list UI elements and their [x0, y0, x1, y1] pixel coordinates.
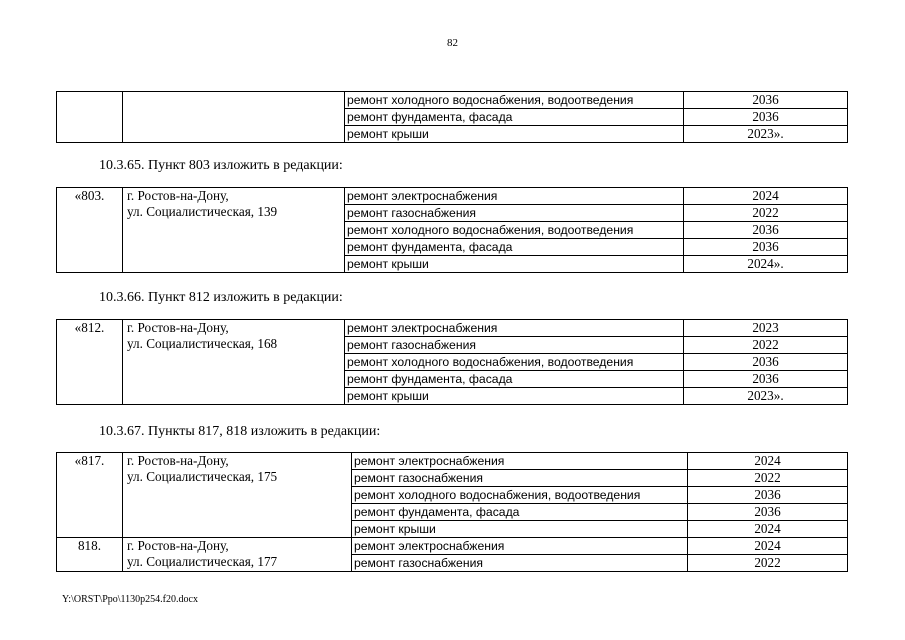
address-cell — [123, 92, 345, 143]
section-heading: 10.3.67. Пункты 817, 818 изложить в редакции: — [99, 424, 381, 439]
work-type-cell: ремонт газоснабжения — [352, 555, 688, 572]
item-number-cell: 818. — [57, 538, 123, 572]
work-type-cell: ремонт крыши — [345, 388, 684, 405]
year-cell: 2024». — [684, 256, 848, 273]
address-line: ул. Социалистическая, 177 — [127, 554, 278, 569]
work-type-cell: ремонт электроснабжения — [345, 188, 684, 205]
year-cell: 2036 — [684, 239, 848, 256]
work-type-cell: ремонт холодного водоснабжения, водоотведения — [345, 354, 684, 371]
table-row — [57, 188, 848, 205]
item-number-cell: «803. — [57, 188, 123, 273]
work-type-cell: ремонт крыши — [345, 126, 684, 143]
work-type-cell: ремонт фундамента, фасада — [345, 109, 684, 126]
year-cell: 2036 — [688, 504, 848, 521]
year-cell: 2024 — [684, 188, 848, 205]
section-heading: 10.3.66. Пункт 812 изложить в редакции: — [99, 290, 343, 305]
work-type-cell: ремонт фундамента, фасада — [345, 371, 684, 388]
address-line: ул. Социалистическая, 139 — [127, 204, 278, 219]
address-cell — [123, 188, 345, 273]
work-type-cell: ремонт электроснабжения — [352, 538, 688, 555]
year-cell: 2022 — [684, 337, 848, 354]
address-line: г. Ростов-на-Дону, — [127, 188, 229, 203]
year-cell: 2036 — [688, 487, 848, 504]
table-row — [57, 320, 848, 337]
year-cell: 2023». — [684, 388, 848, 405]
year-cell: 2022 — [688, 555, 848, 572]
year-cell: 2023 — [684, 320, 848, 337]
address-line: ул. Социалистическая, 168 — [127, 336, 278, 351]
year-cell: 2024 — [688, 521, 848, 538]
continuation-table — [56, 91, 848, 143]
page-number: 82 — [447, 37, 458, 49]
address-line: ул. Социалистическая, 175 — [127, 469, 278, 484]
table-row — [57, 453, 848, 470]
address-cell — [123, 538, 352, 572]
footer-file-path: Y:\ORST\Ppo\1130p254.f20.docx — [62, 594, 198, 605]
address-cell — [123, 320, 345, 405]
work-type-cell: ремонт электроснабжения — [345, 320, 684, 337]
address-line: г. Ростов-на-Дону, — [127, 538, 229, 553]
work-type-cell: ремонт фундамента, фасада — [345, 239, 684, 256]
section-heading: 10.3.65. Пункт 803 изложить в редакции: — [99, 158, 343, 173]
year-cell: 2024 — [688, 538, 848, 555]
work-type-cell: ремонт газоснабжения — [345, 205, 684, 222]
year-cell: 2036 — [684, 109, 848, 126]
item-table-803 — [56, 187, 848, 273]
year-cell: 2036 — [684, 354, 848, 371]
table-row — [57, 538, 848, 555]
work-type-cell: ремонт крыши — [352, 521, 688, 538]
item-number-cell — [57, 92, 123, 143]
work-type-cell: ремонт крыши — [345, 256, 684, 273]
address-line: г. Ростов-на-Дону, — [127, 320, 229, 335]
work-type-cell: ремонт холодного водоснабжения, водоотведения — [345, 222, 684, 239]
work-type-cell: ремонт холодного водоснабжения, водоотведения — [345, 92, 684, 109]
work-type-cell: ремонт холодного водоснабжения, водоотведения — [352, 487, 688, 504]
address-line: г. Ростов-на-Дону, — [127, 453, 229, 468]
work-type-cell: ремонт электроснабжения — [352, 453, 688, 470]
item-number-cell: «812. — [57, 320, 123, 405]
item-table-812 — [56, 319, 848, 405]
year-cell: 2024 — [688, 453, 848, 470]
year-cell: 2022 — [688, 470, 848, 487]
year-cell: 2036 — [684, 371, 848, 388]
year-cell: 2023». — [684, 126, 848, 143]
table-row — [57, 92, 848, 109]
item-table-817-818 — [56, 452, 848, 572]
work-type-cell: ремонт газоснабжения — [352, 470, 688, 487]
year-cell: 2036 — [684, 92, 848, 109]
work-type-cell: ремонт газоснабжения — [345, 337, 684, 354]
address-cell — [123, 453, 352, 538]
work-type-cell: ремонт фундамента, фасада — [352, 504, 688, 521]
year-cell: 2036 — [684, 222, 848, 239]
year-cell: 2022 — [684, 205, 848, 222]
item-number-cell: «817. — [57, 453, 123, 538]
